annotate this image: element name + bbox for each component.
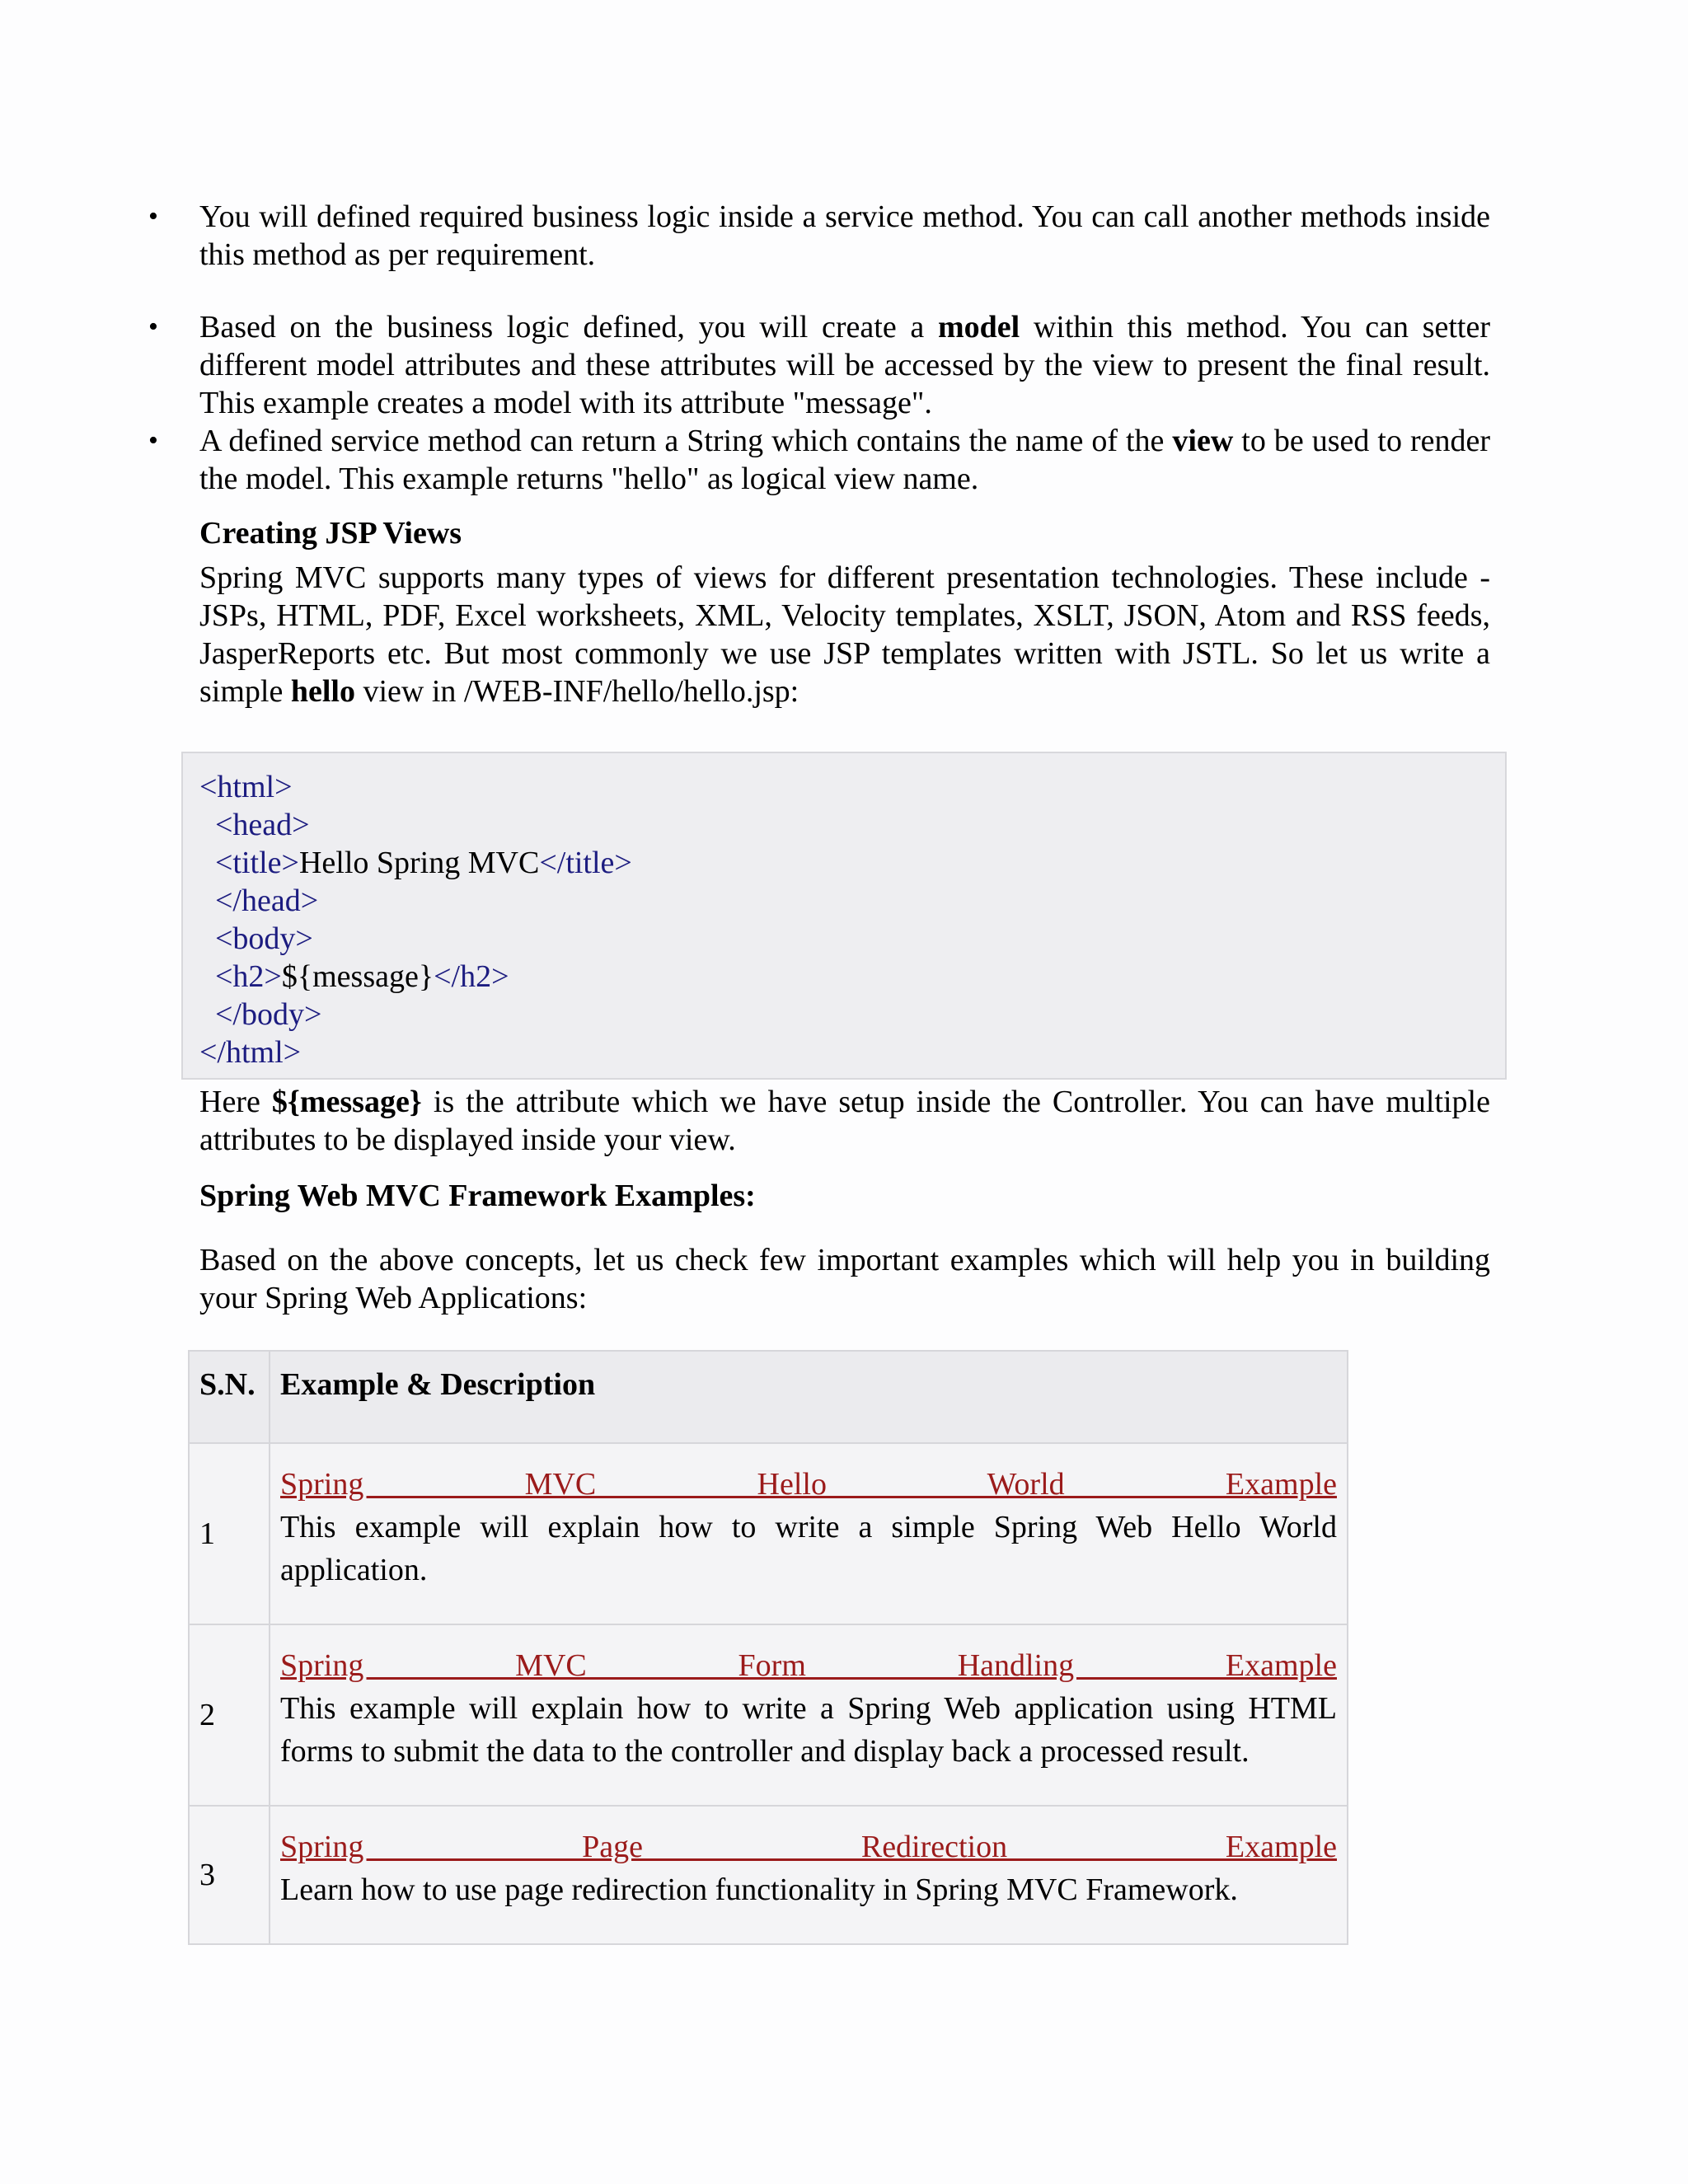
example-link-page-redirection[interactable]: Spring Page Redirection Example xyxy=(280,1830,1337,1864)
after-code-paragraph: Here ${message} is the attribute which we have setup inside the Controller. You can have multiple attributes to be displayed inside your view. xyxy=(199,1085,1490,1157)
table-header-row xyxy=(189,1351,1348,1443)
row-description xyxy=(270,1806,1348,1944)
examples-heading: Spring Web MVC Framework Examples: xyxy=(199,1179,756,1213)
bullet-item: • A defined service method can return a String which contains the name of the view to be used to render the model. This example returns "hello" as logical view name. xyxy=(148,422,1490,498)
jsp-views-heading: Creating JSP Views xyxy=(199,516,462,551)
bullet-list xyxy=(148,198,1490,498)
code-line: </body> xyxy=(215,997,322,1032)
code-line: <body> xyxy=(215,921,313,956)
table-row xyxy=(189,1806,1348,1944)
example-link-form-handling[interactable]: Spring MVC Form Handling Example xyxy=(280,1648,1337,1683)
row-number: 3 xyxy=(189,1806,270,1944)
jsp-views-paragraph: Spring MVC supports many types of views for different presentation technologies. These include - JSPs, HTML, PDF, Excel worksheets, XML, Velocity templates, XSLT, JSON, Atom and RSS feeds, JasperReports etc. But most commonly we use JSP templates written with JSTL. So let us write a simple hello view in /WEB-INF/hello/hello.jsp: xyxy=(199,560,1490,709)
row-description xyxy=(270,1443,1348,1624)
code-line: <html> xyxy=(199,770,293,804)
header-sn: S.N. xyxy=(189,1351,270,1443)
code-line: <title>Hello Spring MVC</title> xyxy=(215,846,632,880)
example-link-hello-world[interactable]: Spring MVC Hello World Example xyxy=(280,1467,1337,1502)
row-number: 2 xyxy=(189,1624,270,1806)
code-line: <h2>${message}</h2> xyxy=(215,959,509,994)
table-row xyxy=(189,1443,1348,1624)
example-description: This example will explain how to write a Spring Web application using HTML forms to submit the data to the controller and display back a processed result. xyxy=(280,1691,1337,1769)
bullet-item: • Based on the business logic defined, you will create a model within this method. You can setter different model attributes and these attributes will be accessed by the view to present the final result. This example creates a model with its attribute "message". xyxy=(148,308,1490,422)
code-line: </html> xyxy=(199,1035,302,1070)
code-line: </head> xyxy=(215,883,319,918)
row-number: 1 xyxy=(189,1443,270,1624)
header-example-description: Example & Description xyxy=(270,1351,1348,1443)
examples-paragraph: Based on the above concepts, let us check few important examples which will help you in building your Spring Web Applications: xyxy=(199,1243,1490,1315)
bullet-item: • You will defined required business logic inside a service method. You can call another methods inside this method as per requirement. xyxy=(148,198,1490,274)
code-block xyxy=(181,752,1507,1080)
code-line: <head> xyxy=(215,808,310,842)
table-row xyxy=(189,1624,1348,1806)
example-description: Learn how to use page redirection functionality in Spring MVC Framework. xyxy=(280,1872,1238,1907)
example-description: This example will explain how to write a simple Spring Web Hello World application. xyxy=(280,1510,1337,1587)
row-description xyxy=(270,1624,1348,1806)
examples-table xyxy=(188,1350,1348,1945)
